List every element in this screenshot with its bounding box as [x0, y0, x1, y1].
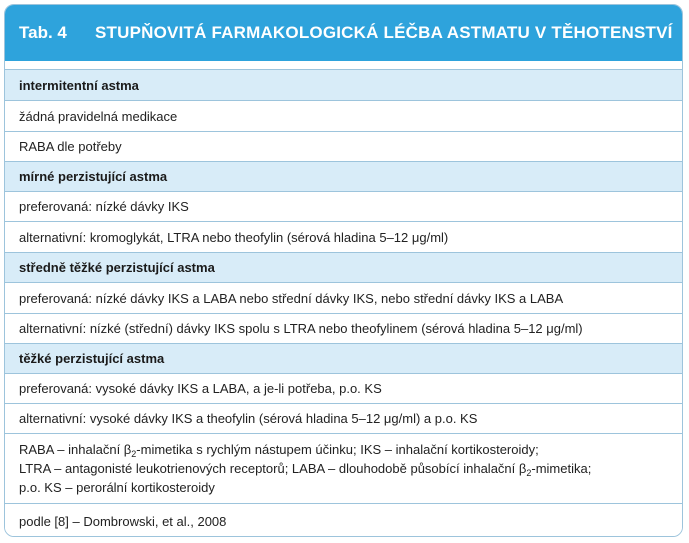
row-text: preferovaná: vysoké dávky IKS a LABA, a je-li potřeba, p.o. KS [19, 381, 382, 396]
table-frame [4, 4, 683, 537]
section-heading-moderate [5, 252, 682, 282]
section-heading-mild [5, 161, 682, 191]
note-text: p.o. KS – perorální kortikosteroidy [19, 480, 215, 495]
table-number: Tab. 4 [19, 23, 67, 42]
section-heading-label: intermitentní astma [19, 77, 139, 93]
note-text: LTRA – antagonisté leukotrienových receptorů; LABA – dlouhodobě působící inhalační β [19, 461, 527, 476]
table-row [5, 131, 682, 161]
table-row [5, 100, 682, 131]
note-line [19, 440, 682, 459]
table-row [5, 282, 682, 313]
section-heading-label: těžké perzistující astma [19, 351, 165, 366]
table-row [5, 191, 682, 221]
table-title: STUPŇOVITÁ FARMAKOLOGICKÁ LÉČBA ASTMATU V TĚHOTENSTVÍ [95, 23, 673, 42]
row-text: preferovaná: nízké dávky IKS a LABA nebo střední dávky IKS, nebo střední dávky IKS a LABA [19, 290, 564, 306]
section-heading-severe [5, 343, 682, 373]
table-row [5, 221, 682, 252]
row-text: žádná pravidelná medikace [19, 108, 178, 124]
subscript: 2 [131, 449, 137, 459]
note-line [19, 459, 682, 478]
table-row [5, 403, 682, 433]
table-row [5, 313, 682, 343]
note-text: -mimetika; [531, 461, 592, 476]
section-heading-label: středně těžké perzistující astma [19, 260, 215, 275]
row-text: alternativní: nízké (střední) dávky IKS spolu s LTRA nebo theofylinem (sérová hladina 5–12 μg/ml) [19, 321, 583, 336]
row-text: RABA dle potřeby [19, 139, 122, 154]
note-text: RABA – inhalační β [19, 442, 132, 457]
row-text: alternativní: kromoglykát, LTRA nebo theofylin (sérová hladina 5–12 μg/ml) [19, 229, 449, 245]
note-text: -mimetika s rychlým nástupem účinku; IKS – inhalační kortikosteroidy; [136, 442, 539, 457]
table-row [5, 373, 682, 403]
source-citation [5, 503, 682, 537]
section-heading-intermittent [5, 69, 682, 100]
section-heading-label: mírné perzistující astma [19, 169, 168, 184]
table-header [5, 5, 682, 61]
source-text: podle [8] – Dombrowski, et al., 2008 [19, 513, 227, 529]
abbreviations-note [5, 433, 682, 503]
subscript: 2 [526, 468, 532, 478]
row-text: preferovaná: nízké dávky IKS [19, 199, 189, 214]
row-text: alternativní: vysoké dávky IKS a theofylin (sérová hladina 5–12 μg/ml) a p.o. KS [19, 411, 478, 426]
note-line [19, 478, 682, 497]
